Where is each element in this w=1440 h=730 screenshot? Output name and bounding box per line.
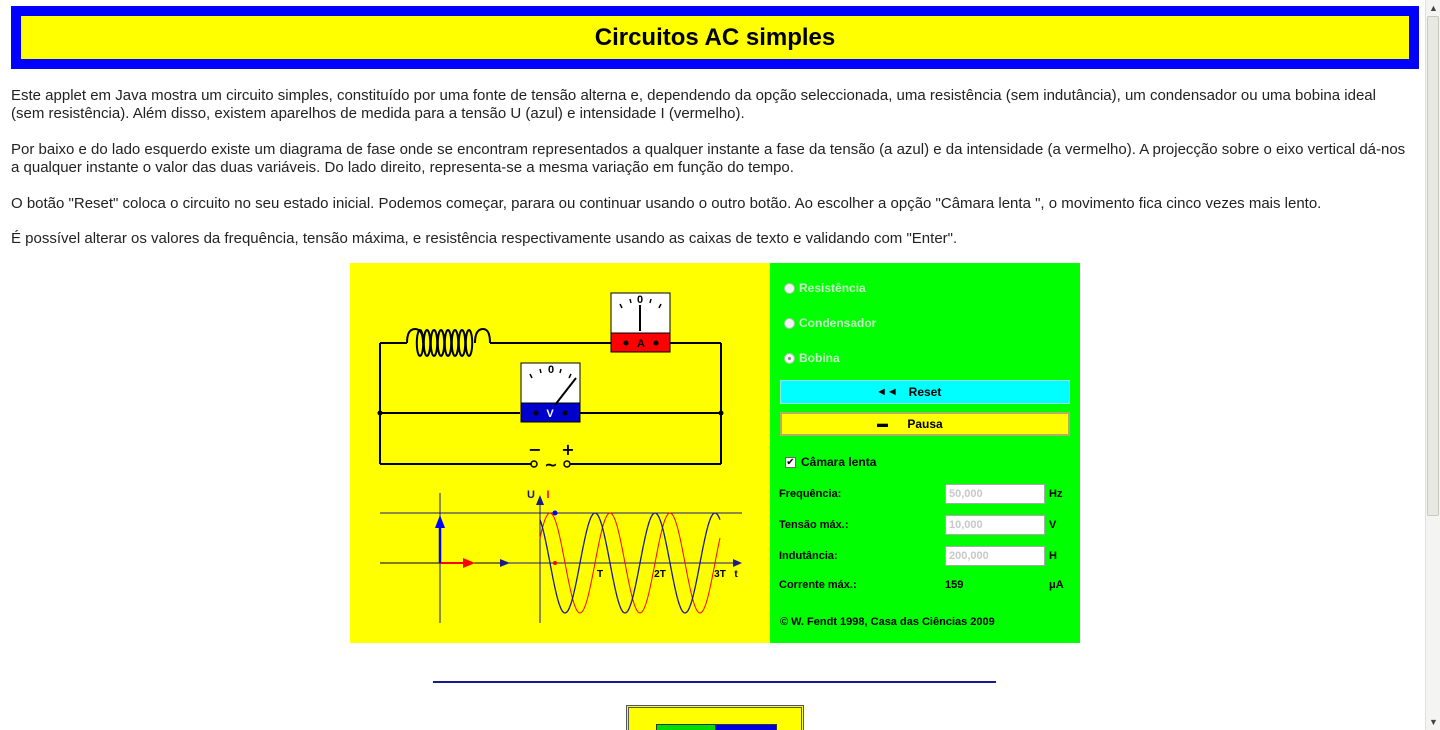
reset-button[interactable]: [780, 380, 1070, 404]
source-minus: −: [528, 440, 542, 459]
inductance-label: Indutância:: [779, 550, 838, 562]
ammeter-letter: A: [637, 338, 645, 350]
fields-paragraph: É possível alterar os valores da frequência, tensão máxima, e resistência respectivamente usando as caixas de texto e validando com "Enter".: [11, 230, 958, 247]
tick-t: T: [596, 569, 604, 580]
horizontal-rule: [433, 681, 996, 683]
radio-capacitor[interactable]: [784, 316, 876, 330]
phase-diagram-paragraph: Por baixo e do lado esquerdo existe um diagrama de fase onde se encontram representados a qualquer instante a fase da tensão (a azul) e da intensidade (a vermelho). A projecção sobre o eixo vertical dá-nos a qualquer instante o valor das duas variáveis. Do lado direito, representa-se a mesma variação em função do tempo.: [11, 141, 1406, 176]
reset-paragraph: O botão "Reset" coloca o circuito no seu estado inicial. Podemos começar, parara ou continuar usando o outro botão. Ao escolher a opção "Câmara lenta ", o movimento fica cinco vezes mais lento.: [11, 195, 1322, 212]
radio-inductor-label: Bobina: [799, 351, 840, 365]
logo-green-block: [656, 724, 716, 730]
pause-button[interactable]: [780, 412, 1070, 436]
current-value: 159: [945, 579, 964, 591]
slow-motion-label: Câmara lenta: [801, 455, 877, 469]
voltage-label: Tensão máx.:: [779, 519, 849, 531]
voltage-unit: V: [1049, 519, 1057, 531]
voltage-input[interactable]: [945, 515, 1045, 535]
radio-inductor-circle[interactable]: [784, 353, 795, 364]
time-graph: [510, 489, 742, 623]
voltmeter-letter: V: [546, 408, 554, 420]
ammeter: [611, 293, 670, 352]
frequency-label: Frequência:: [779, 488, 842, 500]
ac-source: [528, 440, 574, 474]
bottom-logo[interactable]: [626, 705, 804, 730]
circuit-svg: [350, 263, 770, 643]
source-tilde: ~: [544, 455, 558, 474]
pause-button-label: Pausa: [907, 417, 943, 431]
current-unit: μA: [1049, 579, 1064, 591]
current-marker: [553, 561, 557, 565]
logo-blue-block: [715, 724, 777, 730]
inductance-unit: H: [1049, 550, 1057, 562]
frequency-input[interactable]: [945, 484, 1045, 504]
title-banner: [11, 6, 1419, 69]
circuit-panel: [350, 263, 770, 643]
pause-icon: ▬: [877, 418, 888, 430]
title-banner-inner: [21, 16, 1409, 59]
radio-inductor[interactable]: [784, 351, 840, 365]
tick-3t: 3T: [714, 569, 726, 580]
tick-2t: 2T: [654, 569, 666, 580]
junction-right: [719, 411, 724, 416]
inductor-coil: [407, 329, 490, 356]
axis-label-u: U: [527, 489, 535, 501]
ammeter-scale-zero: 0: [636, 294, 644, 306]
axis-label-t: t: [734, 569, 738, 580]
axis-label-i: I: [546, 489, 550, 501]
scroll-down-icon[interactable]: ▼: [1429, 717, 1438, 727]
inductance-input[interactable]: [945, 546, 1045, 566]
voltage-phasor-arrow: [435, 515, 445, 528]
slow-motion-checkbox[interactable]: ✔: [786, 456, 795, 468]
current-label: Corrente máx.:: [779, 579, 857, 591]
radio-resistor-label: Resistência: [799, 281, 866, 295]
copyright-text: © W. Fendt 1998, Casa das Ciências 2009: [780, 616, 995, 628]
page-title: Circuitos AC simples: [594, 23, 836, 51]
intro-paragraph: Este applet em Java mostra um circuito simples, constituído por uma fonte de tensão alterna e, dependendo da opção seleccionada, uma resistência (sem indutância), um condensador ou uma bobina ideal (sem resistência). Além disso, existem aparelhos de medida para a tensão U (azul) e intensidade I (vermelho).: [11, 87, 1376, 122]
voltmeter-scale-zero: 0: [547, 364, 555, 376]
radio-resistor-circle[interactable]: [784, 283, 795, 294]
phasor-diagram: [380, 493, 510, 623]
scrollbar-thumb[interactable]: [1427, 16, 1439, 516]
radio-capacitor-circle[interactable]: [784, 318, 795, 329]
radio-capacitor-label: Condensador: [799, 316, 877, 330]
rewind-icon: ◄◄: [876, 386, 898, 398]
control-panel: [770, 263, 1080, 643]
current-phasor-arrow: [463, 558, 475, 568]
radio-resistor[interactable]: [784, 281, 866, 295]
scroll-up-icon[interactable]: ▲: [1429, 3, 1438, 13]
reset-button-label: Reset: [908, 385, 942, 399]
source-plus: +: [561, 440, 575, 459]
frequency-unit: Hz: [1049, 488, 1063, 500]
java-applet[interactable]: [350, 263, 1080, 643]
junction-left: [378, 411, 383, 416]
voltmeter: [521, 363, 580, 422]
vertical-scrollbar[interactable]: [1425, 0, 1440, 730]
voltage-marker: [553, 511, 558, 516]
slow-motion-option[interactable]: [785, 455, 876, 469]
